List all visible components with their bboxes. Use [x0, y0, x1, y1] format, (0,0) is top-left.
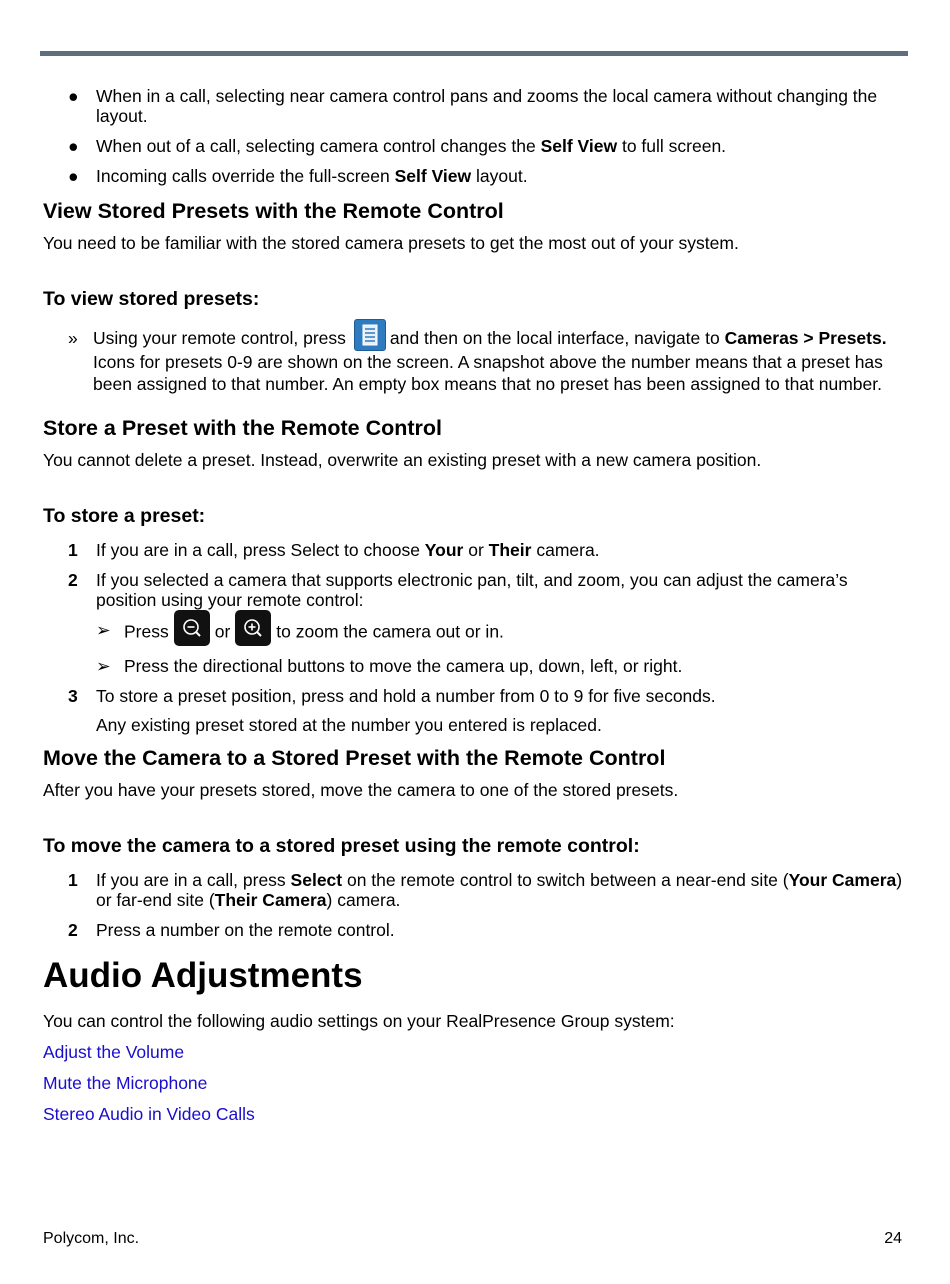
sub-step-marker: ➢: [96, 656, 111, 677]
bullet-item: ● When in a call, selecting near camera control pans and zooms the local camera without changing the layout.: [68, 86, 878, 126]
numbered-steps: [43, 870, 903, 940]
numbered-step: 1 If you are in a call, press Select to choose Your or Their camera.: [68, 540, 600, 561]
numbered-step: 2 Press a number on the remote control.: [68, 920, 395, 941]
link-stereo-audio[interactable]: Stereo Audio in Video Calls: [43, 1104, 255, 1125]
bullet-marker: ●: [68, 86, 79, 106]
numbered-step: 3 To store a preset position, press and hold a number from 0 to 9 for five seconds.: [68, 686, 716, 707]
menu-button-icon: [354, 319, 386, 351]
bullet-marker: ●: [68, 166, 79, 186]
section-intro: You need to be familiar with the stored camera presets to get the most out of your system.: [43, 233, 739, 253]
section-heading-move-camera: Move the Camera to a Stored Preset with the Remote Control: [43, 746, 666, 771]
step-number: 3: [68, 686, 78, 707]
chapter-heading-audio: Audio Adjustments: [43, 956, 363, 996]
page-content: [43, 86, 903, 1125]
sub-step-marker: ➢: [96, 620, 111, 641]
link-adjust-volume[interactable]: Adjust the Volume: [43, 1042, 185, 1063]
step-note: Any existing preset stored at the number you entered is replaced.: [96, 715, 602, 736]
page-footer: [43, 1230, 902, 1248]
zoom-out-icon: [174, 610, 210, 646]
section-heading-store-preset: Store a Preset with the Remote Control: [43, 416, 443, 441]
step-marker: »: [68, 328, 78, 348]
header-rule: [40, 51, 908, 56]
procedure-heading: To move the camera to a stored preset using the remote control:: [43, 835, 640, 858]
step-number: 2: [68, 570, 78, 591]
numbered-steps: [43, 540, 903, 735]
section-intro: You can control the following audio settings on your RealPresence Group system:: [43, 1011, 675, 1032]
bullet-item: ● When out of a call, selecting camera control changes the Self View to full screen.: [68, 136, 727, 156]
numbered-step: 1 If you are in a call, press Select on the remote control to switch between a near-end site (Your Camera) or far-end site (Their Camera) camera.: [68, 870, 903, 911]
section-intro: After you have your presets stored, move the camera to one of the stored presets.: [43, 780, 679, 801]
link-list: [43, 1042, 903, 1125]
numbered-step: 2 If you selected a camera that supports electronic pan, tilt, and zoom, you can adjust the camera’s position using your remote control:: [68, 570, 848, 611]
zoom-in-icon: [235, 610, 271, 646]
step-number: 1: [68, 870, 78, 891]
bullet-list: [43, 86, 903, 186]
bullet-marker: ●: [68, 136, 79, 156]
page-number: 24: [884, 1230, 902, 1247]
procedure-heading: To store a preset:: [43, 505, 206, 528]
section-heading-view-presets: View Stored Presets with the Remote Control: [43, 199, 504, 223]
sub-step: ➢ Press the directional buttons to move the camera up, down, left, or right.: [96, 656, 683, 677]
step-number: 2: [68, 920, 78, 941]
procedure-heading: To view stored presets:: [43, 288, 260, 310]
section-intro: You cannot delete a preset. Instead, overwrite an existing preset with a new camera position.: [43, 450, 762, 471]
step-number: 1: [68, 540, 78, 561]
footer-company: Polycom, Inc.: [43, 1230, 140, 1247]
link-mute-microphone[interactable]: Mute the Microphone: [43, 1073, 208, 1094]
sub-step: ➢ Press or to zoom the camera out or in.: [43, 620, 903, 646]
procedure-step: » Using your remote control, press and then on the local interface, navigate to Cameras > Presets. Icons for presets 0-9 are shown on the screen. A snapshot above the number means that a preset has been assigned to that number. An empty box means that no preset has been assigned to that number.: [43, 327, 903, 395]
bullet-item: ● Incoming calls override the full-screen Self View layout.: [68, 166, 528, 186]
